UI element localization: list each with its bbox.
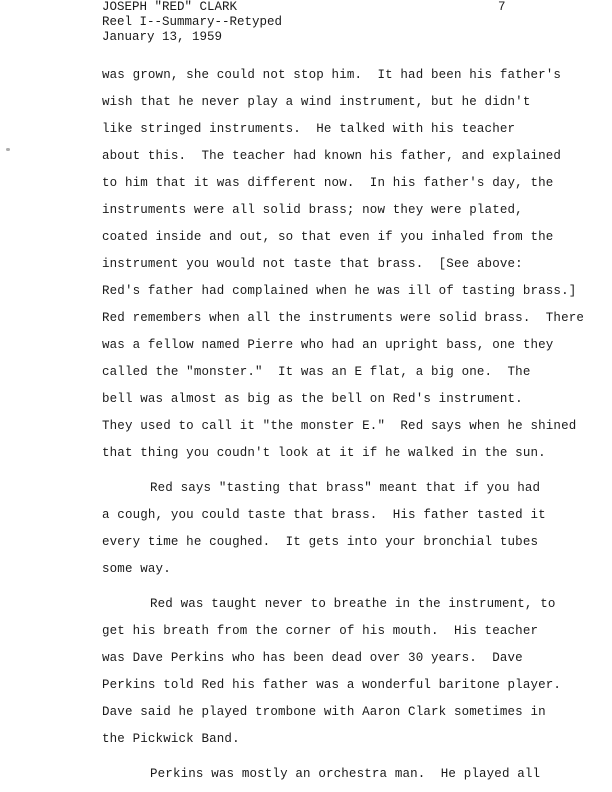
text-line: Red says "tasting that brass" meant that if you had bbox=[150, 481, 541, 495]
text-line: Red's father had complained when he was ill of tasting brass.] bbox=[102, 284, 577, 298]
text-line: They used to call it "the monster E." Red says when he shined bbox=[102, 419, 577, 433]
page-header bbox=[102, 0, 282, 45]
text-line: some way. bbox=[102, 562, 171, 576]
text-line: called the "monster." It was an E flat, a big one. The bbox=[102, 365, 531, 379]
transcript-body bbox=[102, 62, 585, 788]
text-line: get his breath from the corner of his mouth. His teacher bbox=[102, 624, 539, 638]
text-line: like stringed instruments. He talked with his teacher bbox=[102, 122, 516, 136]
text-line: wish that he never play a wind instrument, but he didn't bbox=[102, 95, 531, 109]
text-line: bell was almost as big as the bell on Red's instrument. bbox=[102, 392, 523, 406]
header-interviewee-name: JOSEPH "RED" CLARK bbox=[102, 0, 238, 14]
text-line: Dave said he played trombone with Aaron Clark sometimes in bbox=[102, 705, 546, 719]
text-line: the Pickwick Band. bbox=[102, 732, 240, 746]
header-date: January 13, 1959 bbox=[102, 30, 223, 44]
scan-speck bbox=[6, 148, 10, 151]
header-reel-label: Reel I--Summary--Retyped bbox=[102, 15, 283, 29]
page-number: 7 bbox=[498, 0, 506, 14]
paragraph-gap bbox=[102, 583, 582, 591]
text-line: to him that it was different now. In his father's day, the bbox=[102, 176, 554, 190]
paragraph-gap bbox=[102, 753, 582, 761]
text-line: instrument you would not taste that brass. [See above: bbox=[102, 257, 523, 271]
text-line: was Dave Perkins who has been dead over 30 years. Dave bbox=[102, 651, 523, 665]
text-line: was a fellow named Pierre who had an upright bass, one they bbox=[102, 338, 554, 352]
text-line: Red remembers when all the instruments were solid brass. There bbox=[102, 311, 585, 325]
text-line: every time he coughed. It gets into your bronchial tubes bbox=[102, 535, 539, 549]
text-line: Perkins told Red his father was a wonderful baritone player. bbox=[102, 678, 562, 692]
text-line: that thing you coudn't look at it if he walked in the sun. bbox=[102, 446, 546, 460]
text-line: instruments were all solid brass; now they were plated, bbox=[102, 203, 523, 217]
text-line: coated inside and out, so that even if you inhaled from the bbox=[102, 230, 554, 244]
text-line: was grown, she could not stop him. It had been his father's bbox=[102, 68, 562, 82]
text-line: about this. The teacher had known his father, and explained bbox=[102, 149, 562, 163]
paragraph-gap bbox=[102, 467, 582, 475]
text-line: Red was taught never to breathe in the instrument, to bbox=[150, 597, 556, 611]
text-line: a cough, you could taste that brass. His father tasted it bbox=[102, 508, 546, 522]
text-line: Perkins was mostly an orchestra man. He played all bbox=[150, 767, 541, 781]
